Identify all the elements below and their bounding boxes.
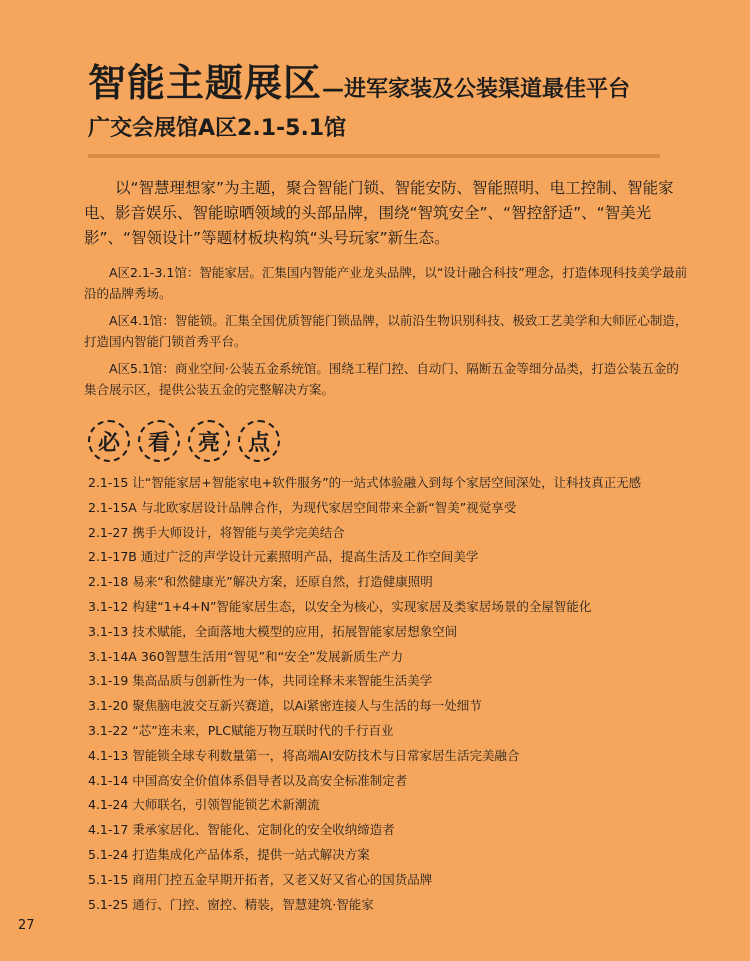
list-item: 3.1-14A 360智慧生活用“智见”和“安全”发展新质生产力 (88, 648, 404, 664)
list-item: 3.1-20 聚焦脑电波交互新兴赛道，以Ai紧密连接人与生活的每一处细节 (88, 698, 482, 714)
list-item: 4.1-24 大师联名，引领智能锁艺术新潮流 (88, 797, 320, 813)
badge-char: 必 (88, 420, 130, 462)
list-item: 2.1-27 携手大师设计，将智能与美学完美结合 (88, 524, 345, 540)
list-item: 3.1-19 集高品质与创新性为一体，共同诠释未来智能生活美学 (88, 673, 433, 689)
page-number: 27 (18, 918, 35, 933)
venue-heading: 广交会展馆A区2.1-5.1馆 (88, 116, 347, 141)
badge-char: 点 (238, 420, 280, 462)
list-item: 4.1-13 智能锁全球专利数量第一，将高端AI安防技术与日常家居生活完美融合 (88, 747, 520, 763)
list-item: 3.1-22 “芯”连未来，PLC赋能万物互联时代的千行百业 (88, 722, 394, 738)
hall-descriptions (84, 262, 690, 406)
page-title (88, 52, 630, 107)
list-item: 3.1-13 技术赋能，全面落地大模型的应用，拓展智能家居想象空间 (88, 623, 458, 639)
title-main: 智能主题展区 (88, 61, 323, 105)
list-item: 2.1-17B 通过广泛的声学设计元素照明产品，提高生活及工作空间美学 (88, 549, 479, 565)
hall-description: A区2.1-3.1馆：智能家居。汇集国内智能产业龙头品牌，以“设计融合科技”理念，打造体现科技美学最前沿的品牌秀场。 (84, 265, 688, 301)
hall-description: A区5.1馆：商业空间·公装五金系统馆。围绕工程门控、自动门、隔断五金等细分品类，打造公装五金的集合展示区，提供公装五金的完整解决方案。 (84, 361, 679, 397)
list-item: 4.1-14 中国高安全价值体系倡导者以及高安全标准制定者 (88, 772, 408, 788)
list-item: 5.1-25 通行、门控、窗控、精装，智慧建筑·智能家 (88, 896, 374, 912)
intro-paragraph: 以“智慧理想家”为主题，聚合智能门锁、智能安防、智能照明、电工控制、智能家电、影音娱乐、智能晾晒领域的头部品牌，围绕“智筑安全”、“智控舒适”、“智美光影”、“智领设计”等题材板块构筑“头号玩家”新生态。 (84, 179, 674, 247)
divider (88, 154, 660, 158)
list-item: 5.1-15 商用门控五金早期开拓者，又老又好又省心的国货品牌 (88, 871, 433, 887)
list-item: 2.1-15 让“智能家居+智能家电+软件服务”的一站式体验融入到每个家居空间深处，让科技真正无感 (88, 475, 642, 490)
list-item: 3.1-12 构建“1+4+N”智能家居生态，以安全为核心，实现家居及类家居场景的全屋智能化 (88, 598, 592, 614)
list-item: 2.1-15A 与北欧家居设计品牌合作，为现代家居空间带来全新“智美”视觉享受 (88, 499, 517, 515)
hall-description: A区4.1馆：智能锁。汇集全国优质智能门锁品牌，以前沿生物识别科技、极致工艺美学和大师匠心制造，打造国内智能门锁首秀平台。 (84, 313, 688, 349)
badge-char: 亮 (188, 420, 230, 462)
list-item: 5.1-24 打造集成化产品体系，提供一站式解决方案 (88, 846, 370, 862)
badge-char: 看 (138, 420, 180, 462)
list-item: 2.1-18 易来“和然健康光”解决方案，还原自然，打造健康照明 (88, 574, 433, 590)
highlights-badge-group (88, 420, 280, 462)
list-item: 4.1-17 秉承家居化、智能化、定制化的安全收纳缔造者 (88, 822, 395, 838)
title-subtitle: —进军家装及公装渠道最佳平台 (322, 77, 631, 102)
highlights-list (88, 475, 708, 921)
